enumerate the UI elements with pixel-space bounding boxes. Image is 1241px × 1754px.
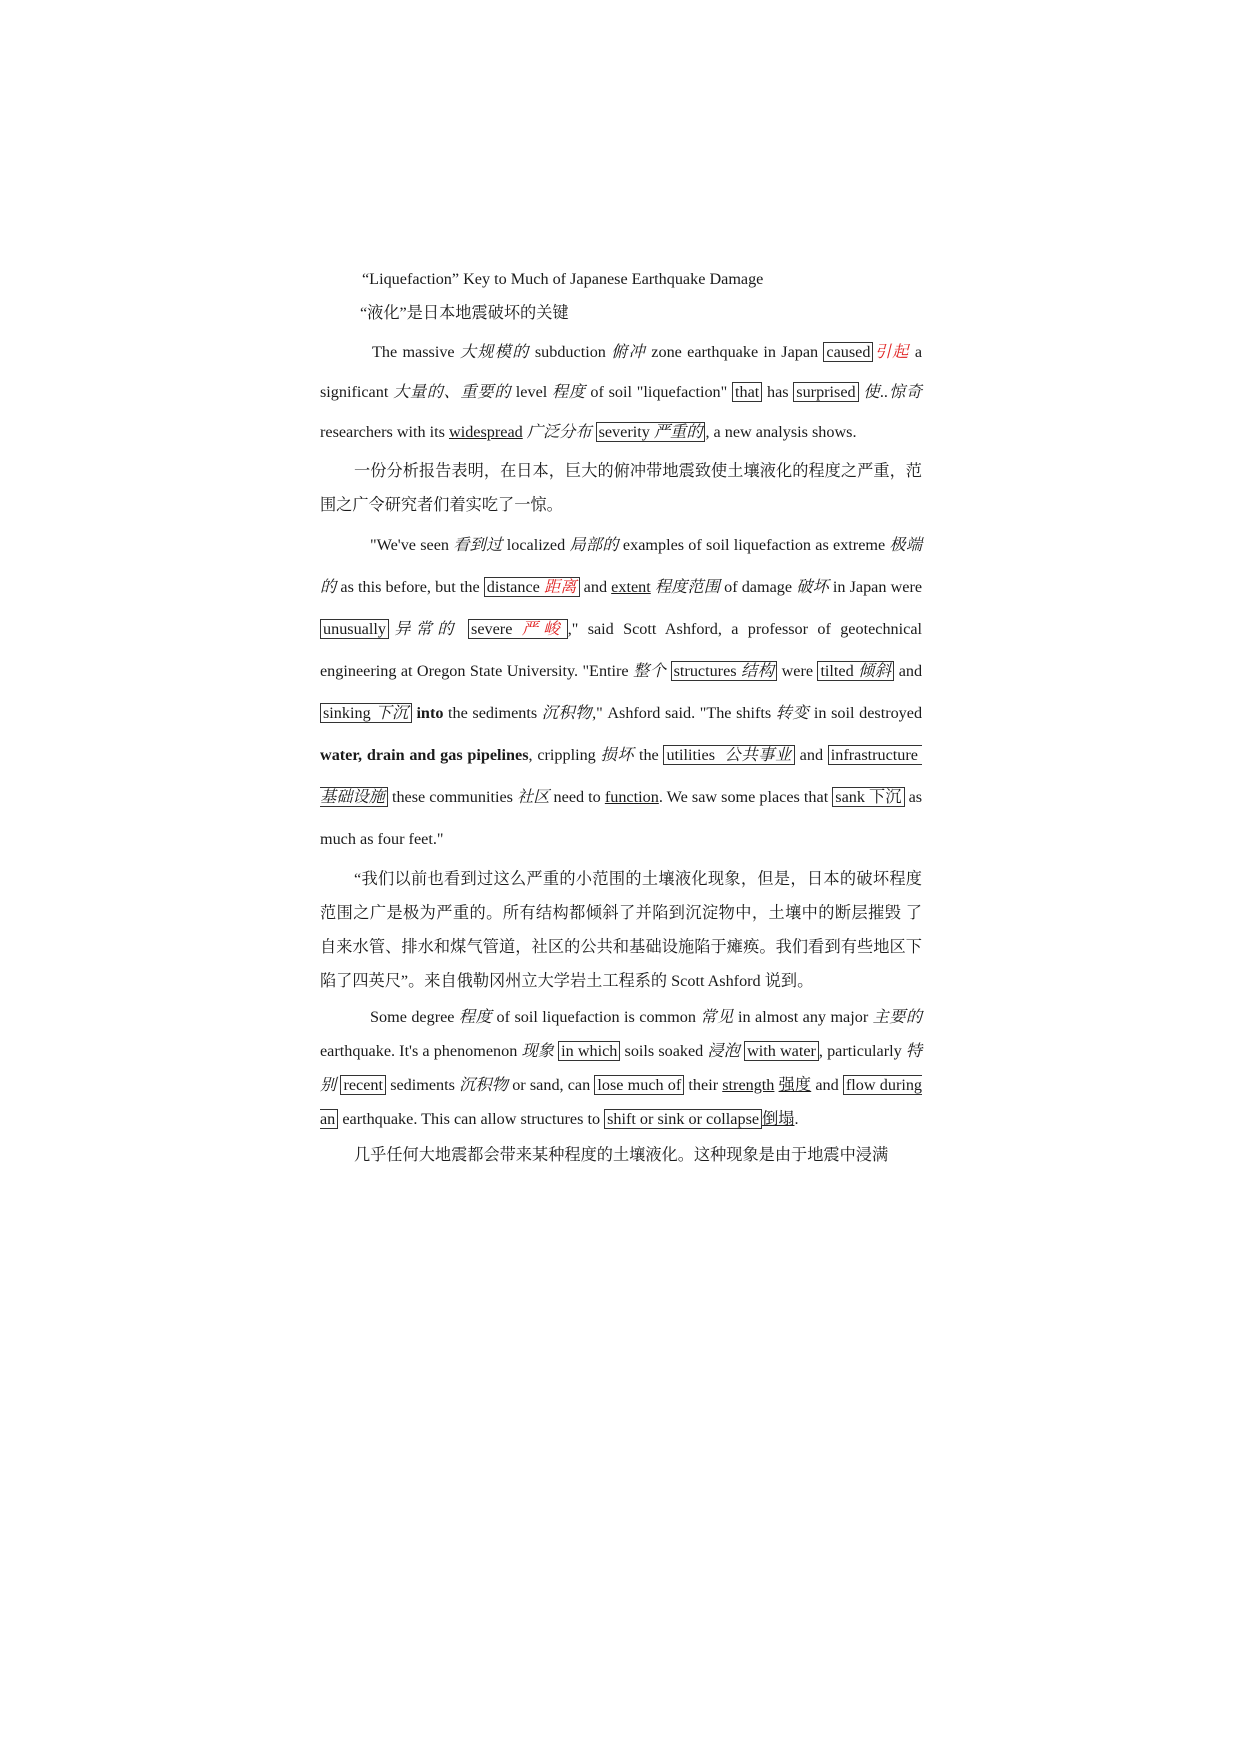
boxed-phrase	[663, 745, 794, 765]
gloss-red: 距离	[543, 578, 577, 596]
word: sinking	[323, 704, 371, 722]
gloss: 常见	[700, 1008, 734, 1026]
gloss: 大量的、重要的	[393, 383, 512, 401]
text: a significant	[320, 343, 923, 401]
text: or sand, can	[508, 1076, 595, 1094]
text: . We saw some places that	[658, 788, 833, 806]
boxed-phrase: shift or sink or collapse	[604, 1109, 762, 1129]
boxed-word: in which	[558, 1041, 620, 1061]
paragraph-en-3	[320, 1000, 922, 1136]
text: , a new analysis shows.	[705, 423, 857, 441]
text	[459, 620, 468, 638]
gloss: 结构	[741, 662, 775, 680]
text: researchers with its	[320, 423, 450, 441]
boxed-word: surprised	[793, 382, 858, 402]
text: Some degree	[370, 1008, 459, 1026]
text: The massive	[372, 343, 460, 361]
gloss: 使..惊奇	[863, 383, 923, 401]
text: as much as four feet."	[320, 788, 923, 848]
boxed-word: unusually	[320, 619, 389, 639]
gloss: 俯冲	[611, 343, 647, 361]
text: and	[579, 578, 612, 596]
word: tilted	[820, 662, 854, 680]
bold-phrase: water, drain and gas pipelines	[320, 746, 529, 764]
boxed-phrase: flow during an	[320, 1076, 923, 1128]
text: , crippling	[528, 746, 601, 764]
text: earthquake. This can allow structures to	[338, 1110, 605, 1128]
text: ," said Scott Ashford, a professor of geotechnical engineering at Oregon State University. "Entire	[320, 620, 923, 680]
text: earthquake. It's a phenomenon	[320, 1042, 522, 1060]
text: the	[634, 746, 664, 764]
gloss: 下沉	[869, 788, 902, 806]
paragraph-en-2	[320, 524, 922, 860]
document-body	[320, 262, 922, 1172]
gloss: 社区	[517, 788, 550, 806]
paragraph-en-1	[320, 332, 922, 452]
gloss: 严重的	[653, 423, 703, 441]
paragraph-zh-1: 一份分析报告表明，在日本，巨大的俯冲带地震致使土壤液化的程度之严重，范围之广令研究者们着实吃了一惊。	[320, 462, 922, 514]
boxed-phrase	[596, 422, 706, 442]
underlined-word: function	[604, 788, 659, 806]
page-subtitle: “液化”是日本地震破坏的关键	[360, 304, 569, 322]
text: in Japan were	[828, 578, 923, 596]
boxed-word: recent	[340, 1075, 386, 1095]
text: , particularly	[818, 1042, 906, 1060]
text: and	[794, 746, 828, 764]
page-title: “Liquefaction” Key to Much of Japanese Earthquake Damage	[362, 270, 764, 288]
text: and	[811, 1076, 843, 1094]
underlined-gloss: 强度	[778, 1076, 812, 1094]
text: in soil destroyed	[809, 704, 923, 722]
word: severe	[471, 620, 513, 638]
gloss-red: 引起	[873, 343, 910, 361]
gloss: 下沉	[375, 704, 409, 722]
text: need to	[549, 788, 605, 806]
text: of soil liquefaction is common	[492, 1008, 701, 1026]
word: distance	[486, 578, 540, 596]
text: has	[762, 383, 794, 401]
text	[592, 423, 596, 441]
underlined-word: widespread	[449, 423, 523, 441]
text: as this before, but the	[336, 578, 484, 596]
text: the sediments	[443, 704, 542, 722]
gloss: 看到过	[453, 536, 503, 554]
boxed-phrase	[320, 703, 412, 723]
gloss: 转变	[775, 704, 810, 722]
boxed-phrase	[484, 577, 580, 597]
text: were	[777, 662, 818, 680]
gloss: 广泛分布	[526, 423, 592, 441]
gloss: 现象	[521, 1042, 554, 1060]
gloss: 倾斜	[858, 662, 892, 680]
text	[666, 662, 670, 680]
gloss: 程度	[551, 383, 586, 401]
text: these communities	[387, 788, 518, 806]
gloss: 程度	[458, 1008, 493, 1026]
gloss: 破坏	[796, 578, 829, 596]
text: .	[794, 1110, 799, 1128]
text: "We've seen	[370, 536, 454, 554]
text: zone earthquake in Japan	[646, 343, 824, 361]
boxed-word: that	[732, 382, 762, 402]
gloss: 整个	[633, 662, 667, 680]
gloss: 主要的	[872, 1008, 923, 1026]
gloss: 特别	[320, 1042, 923, 1094]
gloss: 大规模的	[459, 343, 530, 361]
text: subduction	[529, 343, 612, 361]
paragraph-zh-2: “我们以前也看到过这么严重的小范围的土壤液化现象，但是，日本的破坏程度范围之广是极为严重的。所有结构都倾斜了并陷到沉淀物中，土壤中的断层摧毁 了自来水管、排水和煤气管道，社区的公共和基础设施陷于瘫痪。我们看到有些地区下陷了四英尺”。来自俄勒冈州立大学岩土工程系的 Scott Ashford 说到。	[320, 870, 922, 990]
underlined-word: extent	[611, 578, 651, 596]
gloss: 沉积物	[541, 704, 593, 722]
text: level	[511, 383, 552, 401]
word: structures	[673, 662, 737, 680]
text: their	[684, 1076, 723, 1094]
gloss: 公共事业	[724, 746, 792, 764]
text: ," Ashford said. "The shifts	[592, 704, 776, 722]
boxed-phrase	[817, 661, 894, 681]
word: severity	[598, 423, 650, 441]
text: in almost any major	[733, 1008, 873, 1026]
paragraph-zh-3: 几乎任何大地震都会带来某种程度的土壤液化。这种现象是由于地震中浸满	[354, 1146, 889, 1164]
boxed-phrase	[468, 619, 568, 639]
boxed-phrase: lose much of	[594, 1075, 684, 1095]
gloss: 基础设施	[320, 788, 385, 806]
gloss: 程度范围	[654, 578, 720, 596]
text: of damage	[719, 578, 797, 596]
boxed-phrase	[832, 787, 904, 807]
gloss: 局部的	[569, 536, 619, 554]
gloss: 异常的	[388, 620, 459, 638]
bold-word: into	[416, 704, 444, 722]
gloss: 沉积物	[459, 1076, 509, 1094]
text: soils soaked	[620, 1042, 708, 1060]
word: sank	[835, 788, 865, 806]
gloss: 浸泡	[707, 1042, 740, 1060]
boxed-phrase	[671, 661, 778, 681]
gloss: 损坏	[600, 746, 635, 764]
underlined-gloss: 倒塌	[762, 1110, 795, 1128]
boxed-word: caused	[823, 342, 873, 362]
text: localized	[502, 536, 570, 554]
boxed-word: with water	[744, 1041, 819, 1061]
word: infrastructure	[830, 746, 918, 764]
text: of soil "liquefaction"	[585, 383, 732, 401]
gloss: 极端的	[320, 536, 923, 596]
gloss-red: 严峻	[521, 620, 565, 638]
underlined-word: strength	[722, 1076, 775, 1094]
text: examples of soil liquefaction as extreme	[618, 536, 890, 554]
word: utilities	[666, 746, 716, 764]
text: and	[894, 662, 923, 680]
text: sediments	[386, 1076, 460, 1094]
